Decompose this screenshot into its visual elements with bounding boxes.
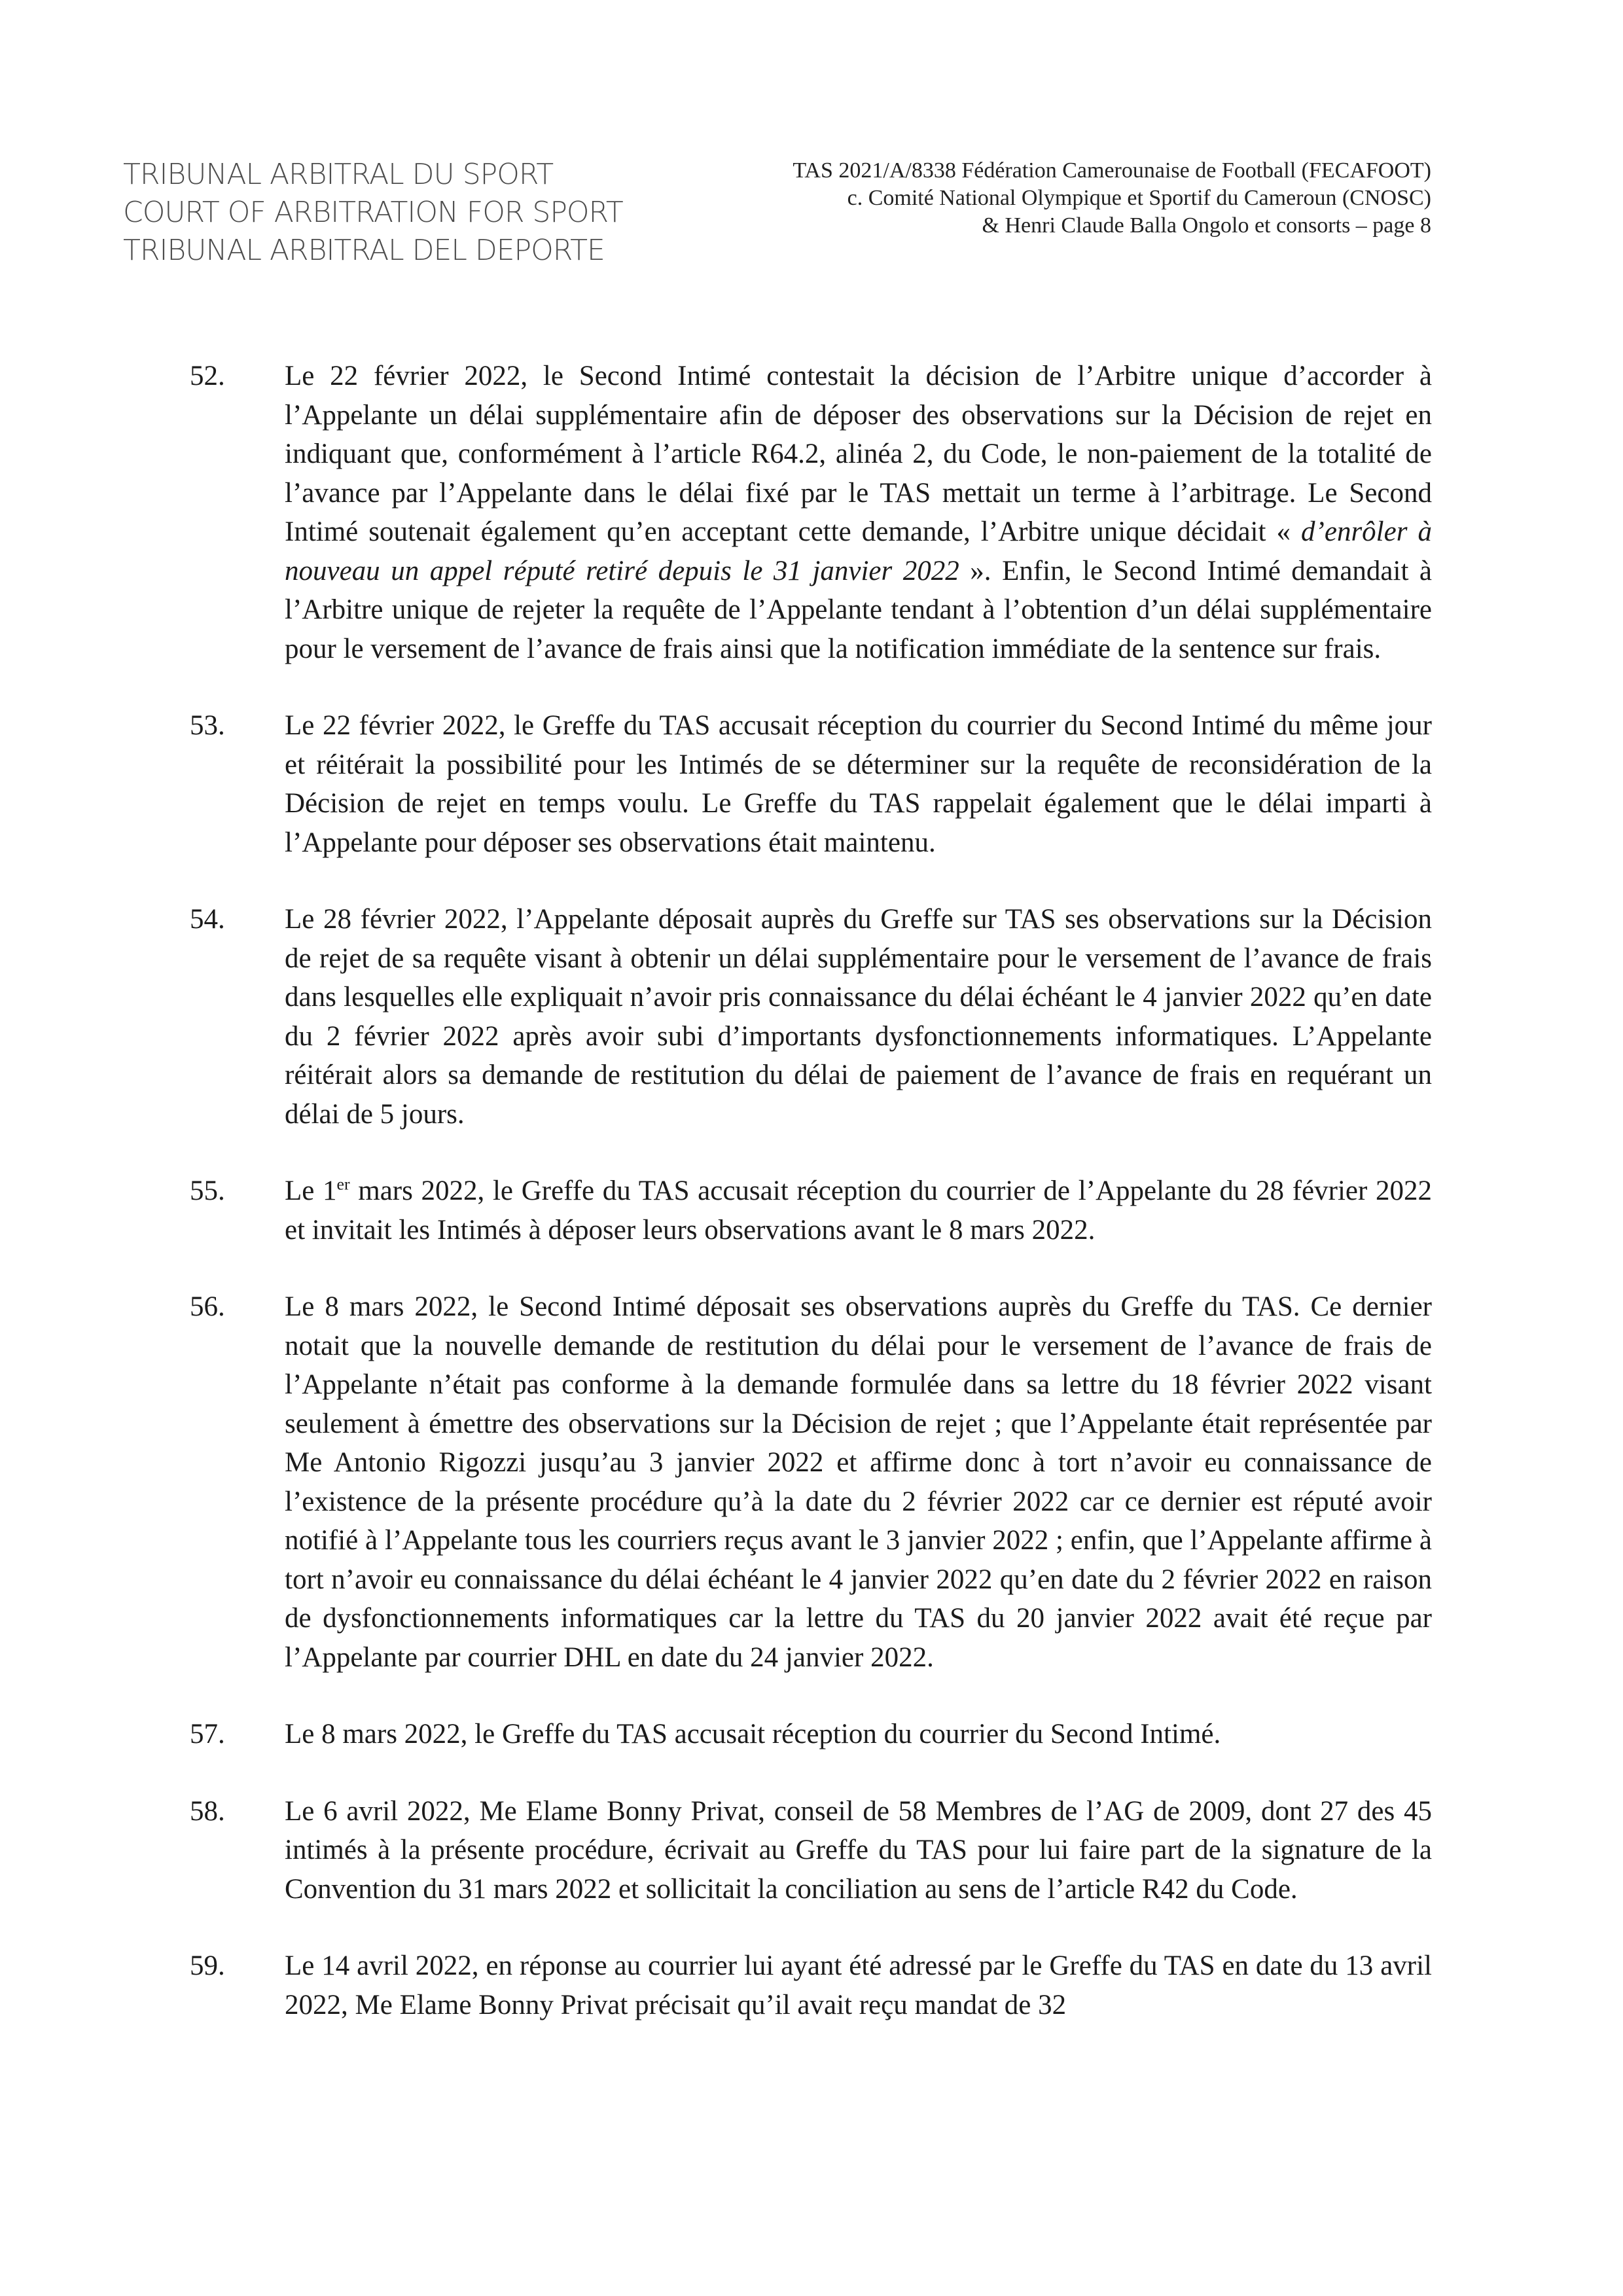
paragraph-59: [190, 1946, 1432, 2024]
paragraph-55: [190, 1172, 1432, 1249]
paragraph-52: [190, 357, 1432, 668]
paragraph-number: 52.: [190, 361, 225, 391]
paragraph-56: [190, 1287, 1432, 1677]
paragraph-number: 58.: [190, 1795, 225, 1827]
ordinal-superscript: er: [336, 1174, 350, 1194]
paragraph-text: Le 1er mars 2022, le Greffe du TAS accusait réception du courrier de l’Appelante du 28 février 2022 et invitait les Intimés à déposer leurs observations avant le 8 mars 2022.: [285, 1174, 1432, 1246]
paragraph-58: [190, 1792, 1432, 1909]
paragraph-text: Le 28 février 2022, l’Appelante déposait auprès du Greffe sur TAS ses observations sur la Décision de rejet de sa requête visant à obtenir un délai supplémentaire pour le versement de l’avance de frais dans lesquelles elle expliquait n’avoir pris connaissance du délai échéant le 4 janvier 2022 qu’en date du 2 février 2022 après avoir subi d’importants dysfonctionnements informatiques. L’Appelante réitérait alors sa demande de restitution du délai de paiement de l’avance de frais en requérant un délai de 5 jours.: [285, 904, 1432, 1130]
case-line-1: TAS 2021/A/8338 Fédération Camerounaise de Football (FECAFOOT): [793, 158, 1431, 183]
case-reference: [580, 157, 1431, 240]
paragraph-text: Le 14 avril 2022, en réponse au courrier lui ayant été adressé par le Greffe du TAS en date du 13 avril 2022, Me Elame Bonny Privat précisait qu’il avait reçu mandat de 32: [285, 1950, 1432, 2020]
quoted-italic-text: d’enrôler à nouveau un appel réputé retiré depuis le 31 janvier 2022: [285, 516, 1432, 586]
paragraph-text: Le 6 avril 2022, Me Elame Bonny Privat, conseil de 58 Membres de l’AG de 2009, dont 27 des 45 intimés à la présente procédure, écrivait au Greffe du TAS pour lui faire part de la signature de la Convention du 31 mars 2022 et sollicitait la conciliation au sens de l’article R42 du Code.: [285, 1795, 1432, 1905]
paragraph-53: [190, 706, 1432, 862]
paragraph-text: Le 22 février 2022, le Greffe du TAS accusait réception du courrier du Second Intimé du même jour et réitérait la possibilité pour les Intimés de se déterminer sur la requête de reconsidération de la Décision de rejet en temps voulu. Le Greffe du TAS rappelait également que le délai imparti à l’Appelante pour déposer ses observations était maintenu.: [285, 710, 1432, 858]
case-line-3: & Henri Claude Balla Ongolo et consorts – page 8: [982, 213, 1431, 238]
institution-line-es: TRIBUNAL ARBITRAL DEL DEPORTE: [123, 234, 605, 267]
document-body: [190, 357, 1432, 2024]
paragraph-54: [190, 900, 1432, 1134]
paragraph-number: 59.: [190, 1950, 225, 1981]
paragraph-text: Le 22 février 2022, le Second Intimé contestait la décision de l’Arbitre unique d’accorder à l’Appelante un délai supplémentaire afin de déposer des observations sur la Décision de rejet en indiquant que, conformément à l’article R64.2, alinéa 2, du Code, le non-paiement de la totalité de l’avance par l’Appelante dans le délai fixé par le TAS mettait un terme à l’arbitrage. Le Second Intimé soutenait également qu’en acceptant cette demande, l’Arbitre unique décidait « d’enrôler à nouveau un appel réputé retiré depuis le 31 janvier 2022 ». Enfin, le Second Intimé demandait à l’Arbitre unique de rejeter la requête de l’Appelante tendant à l’obtention d’un délai supplémentaire pour le versement de l’avance de frais ainsi que la notification immédiate de la sentence sur frais.: [285, 361, 1433, 664]
paragraph-57: [190, 1715, 1432, 1754]
paragraph-number: 56.: [190, 1291, 225, 1322]
paragraph-number: 57.: [190, 1719, 225, 1749]
case-line-2: c. Comité National Olympique et Sportif du Cameroun (CNOSC): [847, 186, 1431, 210]
paragraph-text: Le 8 mars 2022, le Second Intimé déposait ses observations auprès du Greffe du TAS. Ce dernier notait que la nouvelle demande de restitution du délai pour le versement de l’avance de frais de l’Appelante n’était pas conforme à la demande formulée dans sa lettre du 18 février 2022 visant seulement à émettre des observations sur la Décision de rejet ; que l’Appelante était représentée par Me Antonio Rigozzi jusqu’au 3 janvier 2022 et affirme donc à tort n’avoir eu connaissance de l’existence de la présente procédure qu’à la date du 2 février 2022 car ce dernier est réputé avoir notifié à l’Appelante tous les courriers reçus avant le 3 janvier 2022 ; enfin, que l’Appelante affirme à tort n’avoir eu connaissance du délai échéant le 4 janvier 2022 qu’en date du 2 février 2022 en raison de dysfonctionnements informatiques car la lettre du TAS du 20 janvier 2022 avait été reçue par l’Appelante par courrier DHL en date du 24 janvier 2022.: [285, 1291, 1432, 1673]
paragraph-number: 53.: [190, 710, 225, 741]
institution-line-en: COURT OF ARBITRATION FOR SPORT: [123, 196, 623, 229]
paragraph-number: 55.: [190, 1175, 225, 1206]
institution-line-fr: TRIBUNAL ARBITRAL DU SPORT: [123, 158, 554, 191]
paragraph-text: Le 8 mars 2022, le Greffe du TAS accusait réception du courrier du Second Intimé.: [285, 1719, 1221, 1749]
paragraph-number: 54.: [190, 904, 225, 935]
